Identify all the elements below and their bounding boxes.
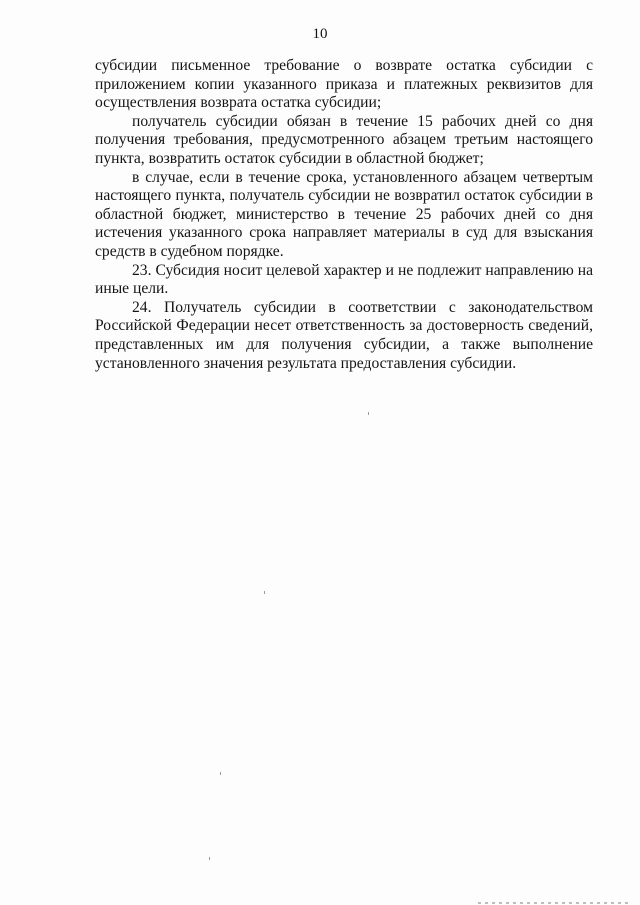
document-body [95, 57, 593, 373]
scan-edge-mark [478, 902, 628, 904]
scan-speck [368, 412, 369, 415]
paragraph-item-24: 24. Получатель субсидии в соответствии с законодательством Российской Федерации несет ответственность за достоверность сведений, представленных им для получения субсидии, а также выполнение установленного значения результата предоставления субсидии. [95, 298, 593, 372]
paragraph-return-deadline: получатель субсидии обязан в течение 15 рабочих дней со дня получения требования, предусмотренного абзацем третьим настоящего пункта, возвратить остаток субсидии в областной бюджет; [95, 112, 593, 167]
paragraph-court-recovery: в случае, если в течение срока, установленного абзацем четвертым настоящего пункта, получатель субсидии не возвратил остаток субсидии в областной бюджет, министерство в течение 25 рабочих дней со дня истечения указанного срока направляет материалы в суд для взыскания средств в судебном порядке. [95, 168, 593, 260]
scan-speck [209, 857, 210, 860]
page-number: 10 [312, 26, 328, 42]
scan-speck [220, 772, 221, 775]
paragraph-item-23: 23. Субсидия носит целевой характер и не подлежит направлению на иные цели. [95, 261, 593, 298]
scan-speck [264, 591, 265, 594]
paragraph-continuation: субсидии письменное требование о возврате остатка субсидии с приложением копии указанного приказа и платежных реквизитов для осуществления возврата остатка субсидии; [95, 57, 593, 112]
